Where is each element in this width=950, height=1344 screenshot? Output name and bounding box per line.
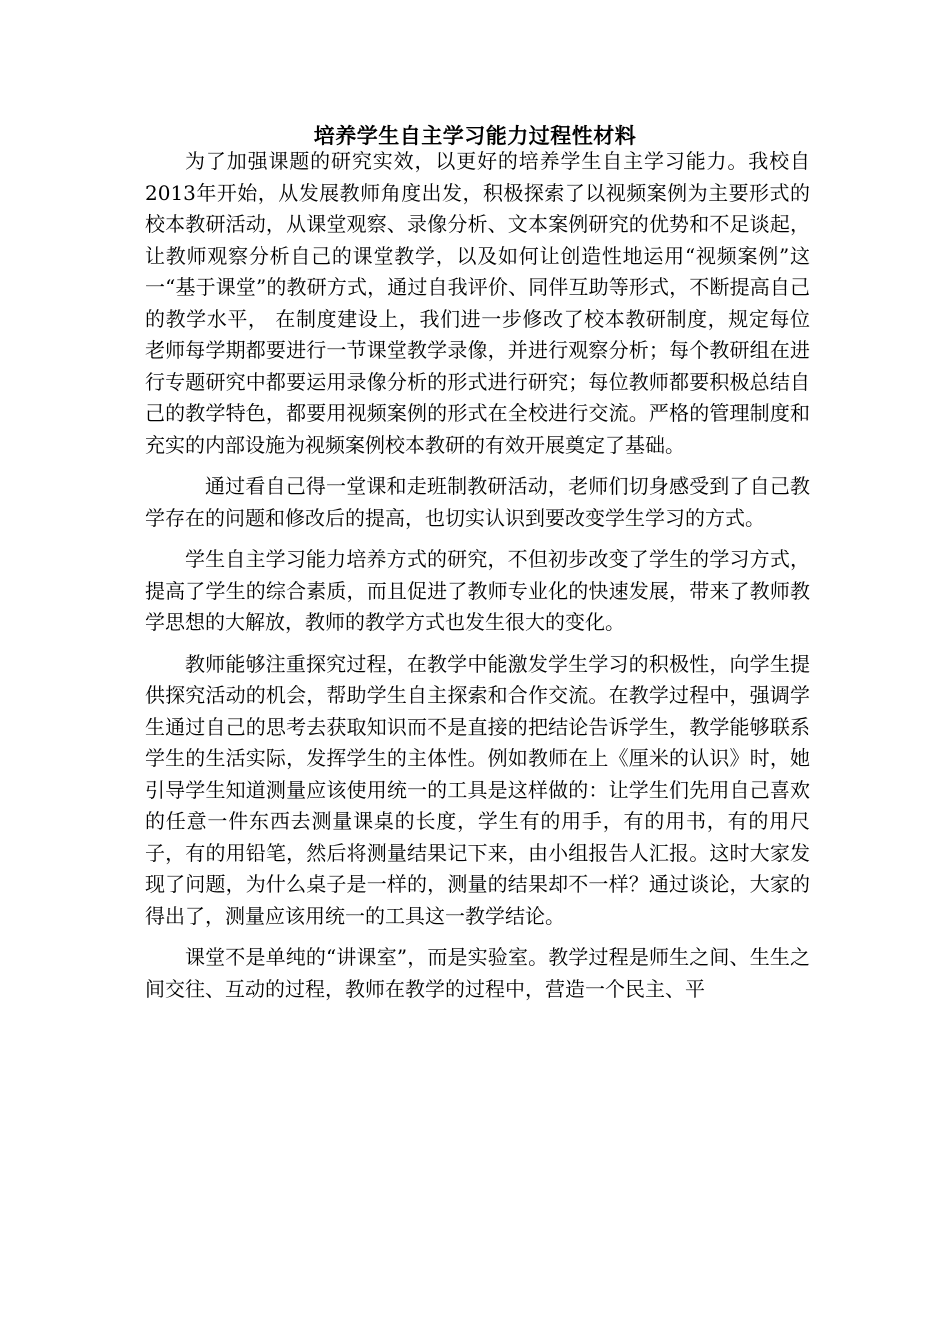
document-title: 培养学生自主学习能力过程性材料 — [313, 123, 637, 148]
paragraph: 学生自主学习能力培养方式的研究，不但初步改变了学生的学习方式，提高了学生的综合素质，而且促进了教师专业化的快速发展，带来了教师教学思想的大解放，教师的教学方式也发生很大的变化。 — [145, 547, 810, 634]
document-body — [145, 146, 810, 1005]
paragraph: 课堂不是单纯的“讲课室”，而是实验室。教学过程是师生之间、生生之间交往、互动的过程，教师在教学的过程中，营造一个民主、平 — [145, 945, 810, 1001]
paragraph: 通过看自己得一堂课和走班制教研活动，老师们切身感受到了自己教学存在的问题和修改后的提高，也切实认识到要改变学生学习的方式。 — [145, 474, 810, 530]
paragraph: 为了加强课题的研究实效，以更好的培养学生自主学习能力。我校自2013年开始，从发展教师角度出发，积极探索了以视频案例为主要形式的校本教研活动，从课堂观察、录像分析、文本案例研究的优势和不足谈起，让教师观察分析自己的课堂教学，以及如何让创造性地运用“视频案例”这一“基于课堂”的教研方式，通过自我评价、同伴互助等形式，不断提高自己的教学水平， 在制度建设上，我们进一步修改了校本教研制度，规定每位老师每学期都要进行一节课堂教学录像，并进行观察分析；每个教研组在进行专题研究中都要运用录像分析的形式进行研究；每位教师都要积极总结自己的教学特色，都要用视频案例的形式在全校进行交流。严格的管理制度和充实的内部设施为视频案例校本教研的有效开展奠定了基础。 — [145, 149, 810, 457]
paragraph: 教师能够注重探究过程，在教学中能激发学生学习的积极性，向学生提供探究活动的机会，帮助学生自主探索和合作交流。在教学过程中，强调学生通过自己的思考去获取知识而不是直接的把结论告诉学生，教学能够联系学生的生活实际，发挥学生的主体性。例如教师在上《厘米的认识》时，她引导学生知道测量应该使用统一的工具是这样做的：让学生们先用自己喜欢的任意一件东西去测量课桌的长度，学生有的用手，有的用书，有的用尺子，有的用铅笔，然后将测量结果记下来，由小组报告人汇报。这时大家发现了问题，为什么桌子是一样的，测量的结果却不一样？通过谈论，大家的得出了，测量应该用统一的工具这一教学结论。 — [145, 651, 810, 928]
